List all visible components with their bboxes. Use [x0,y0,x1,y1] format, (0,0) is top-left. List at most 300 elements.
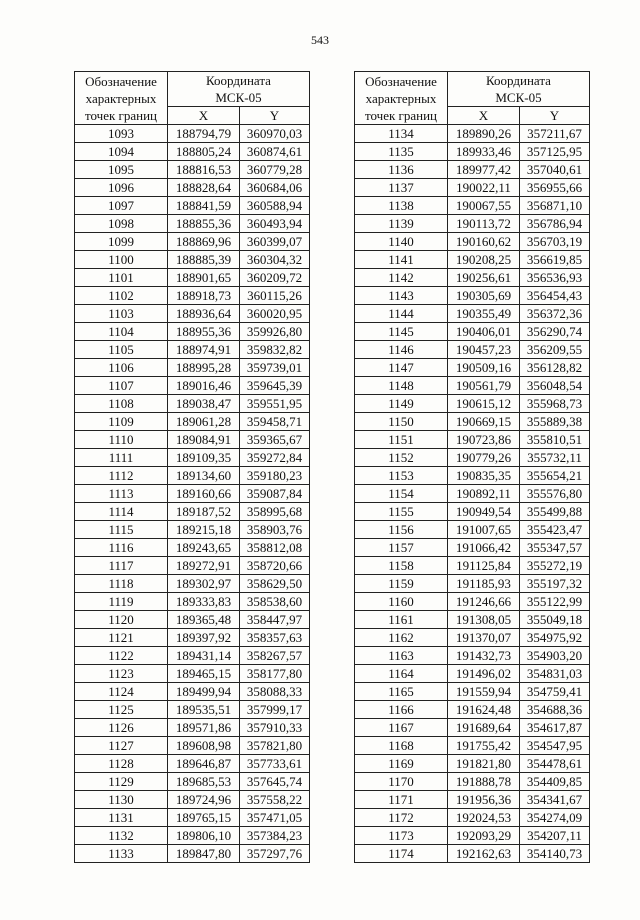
point-number-cell: 1151 [355,431,448,449]
x-coordinate-cell: 189933,46 [448,143,520,161]
x-coordinate-cell: 189465,15 [168,665,240,683]
point-number-cell: 1093 [75,125,168,143]
point-number-cell: 1100 [75,251,168,269]
x-coordinate-cell: 189397,92 [168,629,240,647]
table-row [355,359,590,377]
x-coordinate-cell: 191956,36 [448,791,520,809]
table-row [75,287,310,305]
point-number-cell: 1104 [75,323,168,341]
point-number-cell: 1105 [75,341,168,359]
x-coordinate-cell: 189977,42 [448,161,520,179]
x-coordinate-cell: 189765,15 [168,809,240,827]
point-number-cell: 1171 [355,791,448,809]
point-number-cell: 1157 [355,539,448,557]
coordinate-system-header: Координата МСК-05 [168,72,310,107]
point-number-cell: 1166 [355,701,448,719]
point-designation-header: Обозначение характерных точек границ [75,72,168,125]
y-coordinate-cell: 354759,41 [520,683,590,701]
x-coordinate-cell: 191888,78 [448,773,520,791]
y-coordinate-cell: 356290,74 [520,323,590,341]
y-coordinate-cell: 357211,67 [520,125,590,143]
x-coordinate-cell: 189535,51 [168,701,240,719]
table-row [75,809,310,827]
table-row [355,179,590,197]
table-row [355,143,590,161]
y-coordinate-cell: 356128,82 [520,359,590,377]
x-coordinate-cell: 190723,86 [448,431,520,449]
y-coordinate-cell: 355810,51 [520,431,590,449]
point-number-cell: 1147 [355,359,448,377]
point-number-cell: 1122 [75,647,168,665]
point-number-cell: 1141 [355,251,448,269]
y-coordinate-cell: 359458,71 [240,413,310,431]
point-number-cell: 1124 [75,683,168,701]
point-number-cell: 1116 [75,539,168,557]
x-coordinate-cell: 189571,86 [168,719,240,737]
y-coordinate-cell: 354547,95 [520,737,590,755]
y-coordinate-cell: 357125,95 [520,143,590,161]
table-row [355,827,590,845]
table-row [355,305,590,323]
table-row [75,521,310,539]
y-coordinate-cell: 359739,01 [240,359,310,377]
table-row [75,845,310,863]
table-row [355,197,590,215]
table-row [355,683,590,701]
point-number-cell: 1134 [355,125,448,143]
x-coordinate-cell: 189243,65 [168,539,240,557]
y-coordinate-cell: 358267,57 [240,647,310,665]
y-coordinate-cell: 360209,72 [240,269,310,287]
x-coordinate-cell: 189302,97 [168,575,240,593]
table-row [75,251,310,269]
y-coordinate-cell: 355423,47 [520,521,590,539]
y-coordinate-cell: 357821,80 [240,737,310,755]
x-coordinate-cell: 191496,02 [448,665,520,683]
x-coordinate-cell: 189499,94 [168,683,240,701]
y-coordinate-cell: 360493,94 [240,215,310,233]
x-coordinate-cell: 188885,39 [168,251,240,269]
table-row [75,593,310,611]
point-number-cell: 1096 [75,179,168,197]
y-coordinate-cell: 355732,11 [520,449,590,467]
table-row [355,773,590,791]
table-row [355,539,590,557]
table-body [355,125,590,863]
point-number-cell: 1173 [355,827,448,845]
y-coordinate-cell: 357297,76 [240,845,310,863]
x-coordinate-cell: 191821,80 [448,755,520,773]
point-number-cell: 1135 [355,143,448,161]
x-coordinate-cell: 189215,18 [168,521,240,539]
x-coordinate-cell: 191308,05 [448,611,520,629]
table-row [355,287,590,305]
x-coordinate-cell: 190561,79 [448,377,520,395]
table-row [355,665,590,683]
table-row [75,611,310,629]
y-coordinate-cell: 355576,80 [520,485,590,503]
point-number-cell: 1103 [75,305,168,323]
point-number-cell: 1128 [75,755,168,773]
x-coordinate-cell: 191624,48 [448,701,520,719]
point-number-cell: 1160 [355,593,448,611]
x-coordinate-cell: 188901,65 [168,269,240,287]
x-coordinate-cell: 191125,84 [448,557,520,575]
table-row [355,737,590,755]
x-coordinate-cell: 189847,80 [168,845,240,863]
table-row [75,719,310,737]
point-number-cell: 1152 [355,449,448,467]
y-column-header: Y [240,107,310,125]
y-coordinate-cell: 359180,23 [240,467,310,485]
table-row [355,323,590,341]
table-row [75,143,310,161]
y-coordinate-cell: 354207,11 [520,827,590,845]
table-row [75,755,310,773]
point-number-cell: 1153 [355,467,448,485]
x-coordinate-cell: 190457,23 [448,341,520,359]
y-coordinate-cell: 356619,85 [520,251,590,269]
table-body [75,125,310,863]
x-coordinate-cell: 189890,26 [448,125,520,143]
y-coordinate-cell: 354975,92 [520,629,590,647]
table-row [355,233,590,251]
table-row [75,665,310,683]
table-row [75,197,310,215]
point-number-cell: 1155 [355,503,448,521]
point-number-cell: 1114 [75,503,168,521]
y-coordinate-cell: 357910,33 [240,719,310,737]
x-coordinate-cell: 188955,36 [168,323,240,341]
y-coordinate-cell: 358995,68 [240,503,310,521]
table-row [355,485,590,503]
x-coordinate-cell: 189134,60 [168,467,240,485]
y-coordinate-cell: 356209,55 [520,341,590,359]
y-coordinate-cell: 356048,54 [520,377,590,395]
point-number-cell: 1142 [355,269,448,287]
y-coordinate-cell: 358629,50 [240,575,310,593]
coordinate-system-header: Координата МСК-05 [448,72,590,107]
y-coordinate-cell: 355347,57 [520,539,590,557]
table-row [355,557,590,575]
table-row [355,719,590,737]
point-number-cell: 1159 [355,575,448,593]
point-number-cell: 1168 [355,737,448,755]
y-coordinate-cell: 354409,85 [520,773,590,791]
y-coordinate-cell: 360588,94 [240,197,310,215]
table-row [75,431,310,449]
table-row [75,395,310,413]
table-row [355,215,590,233]
table-row [75,269,310,287]
x-coordinate-cell: 190208,25 [448,251,520,269]
point-number-cell: 1121 [75,629,168,647]
x-coordinate-cell: 188855,36 [168,215,240,233]
x-coordinate-cell: 189272,91 [168,557,240,575]
table-row [75,305,310,323]
x-coordinate-cell: 190949,54 [448,503,520,521]
x-coordinate-cell: 191689,64 [448,719,520,737]
table-row [75,773,310,791]
table-row [75,575,310,593]
point-number-cell: 1149 [355,395,448,413]
point-number-cell: 1154 [355,485,448,503]
point-number-cell: 1164 [355,665,448,683]
table-row [75,485,310,503]
y-coordinate-cell: 359645,39 [240,377,310,395]
point-number-cell: 1131 [75,809,168,827]
point-number-cell: 1136 [355,161,448,179]
point-number-cell: 1095 [75,161,168,179]
x-coordinate-cell: 190615,12 [448,395,520,413]
table-row [75,503,310,521]
y-coordinate-cell: 359832,82 [240,341,310,359]
y-coordinate-cell: 356536,93 [520,269,590,287]
table-row [75,737,310,755]
point-number-cell: 1133 [75,845,168,863]
y-coordinate-cell: 360684,06 [240,179,310,197]
x-coordinate-cell: 190892,11 [448,485,520,503]
x-coordinate-cell: 188841,59 [168,197,240,215]
y-coordinate-cell: 360779,28 [240,161,310,179]
y-coordinate-cell: 358812,08 [240,539,310,557]
y-coordinate-cell: 357384,23 [240,827,310,845]
y-coordinate-cell: 359926,80 [240,323,310,341]
point-number-cell: 1130 [75,791,168,809]
table-row [75,215,310,233]
point-number-cell: 1139 [355,215,448,233]
table-row [75,557,310,575]
point-number-cell: 1167 [355,719,448,737]
point-number-cell: 1156 [355,521,448,539]
table-row [355,791,590,809]
y-coordinate-cell: 356786,94 [520,215,590,233]
x-coordinate-cell: 190509,16 [448,359,520,377]
table-row [355,413,590,431]
x-coordinate-cell: 189109,35 [168,449,240,467]
point-number-cell: 1163 [355,647,448,665]
point-number-cell: 1108 [75,395,168,413]
table-row [355,845,590,863]
x-coordinate-cell: 189187,52 [168,503,240,521]
x-coordinate-cell: 189431,14 [168,647,240,665]
point-number-cell: 1162 [355,629,448,647]
y-coordinate-cell: 355049,18 [520,611,590,629]
point-number-cell: 1125 [75,701,168,719]
point-number-cell: 1172 [355,809,448,827]
table-row [75,629,310,647]
y-coordinate-cell: 354478,61 [520,755,590,773]
point-number-cell: 1138 [355,197,448,215]
table-row [75,377,310,395]
y-coordinate-cell: 355889,38 [520,413,590,431]
y-coordinate-cell: 354341,67 [520,791,590,809]
y-coordinate-cell: 358357,63 [240,629,310,647]
y-coordinate-cell: 356871,10 [520,197,590,215]
point-number-cell: 1120 [75,611,168,629]
y-coordinate-cell: 359551,95 [240,395,310,413]
y-coordinate-cell: 357558,22 [240,791,310,809]
table-row [355,125,590,143]
table-row [355,629,590,647]
table-row [355,395,590,413]
x-coordinate-cell: 190669,15 [448,413,520,431]
table-row [75,449,310,467]
x-coordinate-cell: 191185,93 [448,575,520,593]
point-number-cell: 1097 [75,197,168,215]
point-number-cell: 1143 [355,287,448,305]
x-coordinate-cell: 190067,55 [448,197,520,215]
page-number: 543 [311,33,329,47]
point-number-cell: 1119 [75,593,168,611]
y-coordinate-cell: 358088,33 [240,683,310,701]
table-row [355,431,590,449]
point-number-cell: 1099 [75,233,168,251]
x-coordinate-cell: 191007,65 [448,521,520,539]
x-coordinate-cell: 190305,69 [448,287,520,305]
x-coordinate-cell: 191559,94 [448,683,520,701]
x-coordinate-cell: 189061,28 [168,413,240,431]
x-coordinate-cell: 191755,42 [448,737,520,755]
point-number-cell: 1165 [355,683,448,701]
point-designation-header: Обозначение характерных точек границ [355,72,448,125]
y-coordinate-cell: 354831,03 [520,665,590,683]
y-coordinate-cell: 354617,87 [520,719,590,737]
table-row [75,827,310,845]
point-number-cell: 1158 [355,557,448,575]
x-coordinate-cell: 190779,26 [448,449,520,467]
table-row [75,467,310,485]
x-coordinate-cell: 189806,10 [168,827,240,845]
table-row [75,701,310,719]
table-row [355,521,590,539]
x-column-header: X [168,107,240,125]
x-coordinate-cell: 191246,66 [448,593,520,611]
y-coordinate-cell: 354903,20 [520,647,590,665]
x-coordinate-cell: 188995,28 [168,359,240,377]
table-row [75,161,310,179]
table-row [75,683,310,701]
x-coordinate-cell: 189724,96 [168,791,240,809]
x-coordinate-cell: 188936,64 [168,305,240,323]
table-row [355,611,590,629]
y-coordinate-cell: 360115,26 [240,287,310,305]
x-coordinate-cell: 190355,49 [448,305,520,323]
x-coordinate-cell: 188828,64 [168,179,240,197]
point-number-cell: 1106 [75,359,168,377]
point-number-cell: 1137 [355,179,448,197]
y-coordinate-cell: 358447,97 [240,611,310,629]
table-row [75,359,310,377]
x-coordinate-cell: 189333,83 [168,593,240,611]
table-row [355,251,590,269]
x-column-header: X [448,107,520,125]
x-coordinate-cell: 189084,91 [168,431,240,449]
x-coordinate-cell: 189160,66 [168,485,240,503]
x-coordinate-cell: 189016,46 [168,377,240,395]
table-row [75,413,310,431]
point-number-cell: 1174 [355,845,448,863]
point-number-cell: 1102 [75,287,168,305]
x-coordinate-cell: 192024,53 [448,809,520,827]
table-row [75,179,310,197]
point-number-cell: 1112 [75,467,168,485]
y-coordinate-cell: 358177,80 [240,665,310,683]
table-row [75,341,310,359]
x-coordinate-cell: 188974,91 [168,341,240,359]
point-number-cell: 1115 [75,521,168,539]
point-number-cell: 1123 [75,665,168,683]
table-row [355,575,590,593]
point-number-cell: 1150 [355,413,448,431]
y-coordinate-cell: 356955,66 [520,179,590,197]
table-row [355,377,590,395]
x-coordinate-cell: 190113,72 [448,215,520,233]
point-number-cell: 1146 [355,341,448,359]
point-number-cell: 1132 [75,827,168,845]
x-coordinate-cell: 188794,79 [168,125,240,143]
y-coordinate-cell: 355499,88 [520,503,590,521]
point-number-cell: 1117 [75,557,168,575]
y-coordinate-cell: 357471,05 [240,809,310,827]
point-number-cell: 1144 [355,305,448,323]
y-coordinate-cell: 355654,21 [520,467,590,485]
point-number-cell: 1109 [75,413,168,431]
table-row [355,269,590,287]
x-coordinate-cell: 191066,42 [448,539,520,557]
table-row [355,503,590,521]
y-coordinate-cell: 357999,17 [240,701,310,719]
x-coordinate-cell: 190835,35 [448,467,520,485]
coordinates-table-right [354,71,590,863]
table-row [355,701,590,719]
y-column-header: Y [520,107,590,125]
x-coordinate-cell: 191432,73 [448,647,520,665]
x-coordinate-cell: 190406,01 [448,323,520,341]
y-coordinate-cell: 360020,95 [240,305,310,323]
point-number-cell: 1161 [355,611,448,629]
x-coordinate-cell: 189038,47 [168,395,240,413]
point-number-cell: 1098 [75,215,168,233]
table-row [75,125,310,143]
x-coordinate-cell: 188816,53 [168,161,240,179]
y-coordinate-cell: 358903,76 [240,521,310,539]
y-coordinate-cell: 356454,43 [520,287,590,305]
x-coordinate-cell: 189646,87 [168,755,240,773]
point-number-cell: 1107 [75,377,168,395]
x-coordinate-cell: 189685,53 [168,773,240,791]
table-row [355,467,590,485]
y-coordinate-cell: 360970,03 [240,125,310,143]
point-number-cell: 1110 [75,431,168,449]
table-row [75,233,310,251]
point-number-cell: 1170 [355,773,448,791]
x-coordinate-cell: 191370,07 [448,629,520,647]
point-number-cell: 1127 [75,737,168,755]
table-row [75,791,310,809]
y-coordinate-cell: 357733,61 [240,755,310,773]
point-number-cell: 1111 [75,449,168,467]
table-row [355,647,590,665]
x-coordinate-cell: 190256,61 [448,269,520,287]
y-coordinate-cell: 355968,73 [520,395,590,413]
x-coordinate-cell: 190022,11 [448,179,520,197]
table-row [75,323,310,341]
x-coordinate-cell: 188918,73 [168,287,240,305]
y-coordinate-cell: 356703,19 [520,233,590,251]
x-coordinate-cell: 190160,62 [448,233,520,251]
point-number-cell: 1140 [355,233,448,251]
